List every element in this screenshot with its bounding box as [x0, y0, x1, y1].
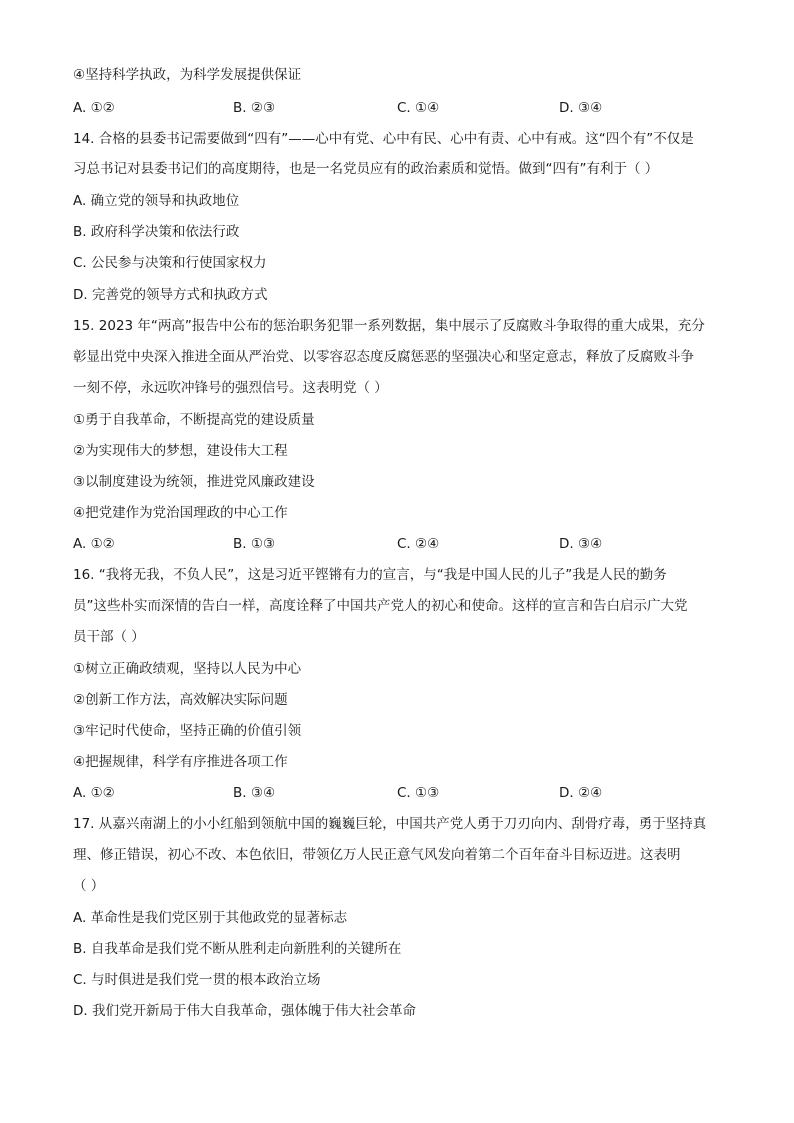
q16-stem-line-1: 16. “我将无我，不负人民”，这是习近平铿锵有力的宣言，与“我是中国人民的儿子”我是人民的勤务	[73, 567, 667, 583]
q15-option-d[interactable]: D. ③④	[559, 536, 603, 552]
q15-item-3: ③以制度建设为统领，推进党风廉政建设	[73, 474, 315, 490]
q17-stem-line-2: 理、修正错误，初心不改、本色依旧，带领亿万人民正意气风发向着第二个百年奋斗目标迈进。这表明	[73, 847, 681, 863]
q16-item-2: ②创新工作方法，高效解决实际问题	[73, 692, 288, 708]
q15-stem-line-1: 15. 2023 年“两高”报告中公布的惩治职务犯罪一系列数据，集中展示了反腐败斗争取得的重大成果，充分	[73, 318, 705, 334]
q15-item-1: ①勇于自我革命，不断提高党的建设质量	[73, 412, 315, 428]
q13-options	[73, 99, 733, 117]
q16-item-4: ④把握规律，科学有序推进各项工作	[73, 754, 288, 770]
q14-stem-line-1: 14. 合格的县委书记需要做到“四有”——心中有党、心中有民、心中有责、心中有戒。这“四个有”不仅是	[73, 131, 694, 147]
q16-item-3: ③牢记时代使命，坚持正确的价值引领	[73, 723, 302, 739]
q15-stem-line-3: 一刻不停，永远吹冲锋号的强烈信号。这表明党（ ）	[73, 380, 388, 396]
q16-stem-line-3: 员干部（ ）	[73, 629, 145, 645]
q16-options	[73, 784, 733, 802]
q13-item-4: ④坚持科学执政，为科学发展提供保证	[73, 67, 302, 83]
q17-stem-line-3: （ ）	[73, 878, 105, 894]
q17-option-b[interactable]: B. 自我革命是我们党不断从胜利走向新胜利的关键所在	[73, 941, 402, 957]
q13-option-c[interactable]: C. ①④	[397, 100, 440, 116]
q16-option-a[interactable]: A. ①②	[73, 785, 115, 801]
q16-option-c[interactable]: C. ①③	[397, 785, 440, 801]
q14-option-b[interactable]: B. 政府科学决策和依法行政	[73, 224, 240, 240]
q14-stem-line-2: 习总书记对县委书记们的高度期待，也是一名党员应有的政治素质和觉悟。做到“四有”有利于（ ）	[73, 161, 659, 177]
q17-option-d[interactable]: D. 我们党开新局于伟大自我革命，强体魄于伟大社会革命	[73, 1003, 416, 1019]
q15-option-a[interactable]: A. ①②	[73, 536, 115, 552]
q17-stem-line-1: 17. 从嘉兴南湖上的小小红船到领航中国的巍巍巨轮，中国共产党人勇于刀刃向内、刮骨疗毒，勇于坚持真	[73, 816, 707, 832]
q15-item-2: ②为实现伟大的梦想，建设伟大工程	[73, 443, 288, 459]
q15-stem-line-2: 彰显出党中央深入推进全面从严治党、以零容忍态度反腐惩恶的坚强决心和坚定意志，释放了反腐败斗争	[73, 349, 694, 365]
q16-option-b[interactable]: B. ③④	[233, 785, 276, 801]
q15-option-b[interactable]: B. ①③	[233, 536, 276, 552]
q16-item-1: ①树立正确政绩观，坚持以人民为中心	[73, 661, 302, 677]
q15-item-4: ④把党建作为党治国理政的中心工作	[73, 505, 288, 521]
q15-options	[73, 535, 733, 553]
q14-option-a[interactable]: A. 确立党的领导和执政地位	[73, 193, 240, 209]
q17-option-a[interactable]: A. 革命性是我们党区别于其他政党的显著标志	[73, 910, 348, 926]
q15-option-c[interactable]: C. ②④	[397, 536, 440, 552]
q13-option-b[interactable]: B. ②③	[233, 100, 276, 116]
q16-stem-line-2: 员”这些朴实而深情的告白一样，高度诠释了中国共产党人的初心和使命。这样的宣言和告白启示广大党	[73, 598, 688, 614]
q14-option-d[interactable]: D. 完善党的领导方式和执政方式	[73, 287, 268, 303]
q13-option-a[interactable]: A. ①②	[73, 100, 115, 116]
q17-option-c[interactable]: C. 与时俱进是我们党一贯的根本政治立场	[73, 972, 321, 988]
q14-option-c[interactable]: C. 公民参与决策和行使国家权力	[73, 255, 267, 271]
q13-option-d[interactable]: D. ③④	[559, 100, 603, 116]
q16-option-d[interactable]: D. ②④	[559, 785, 603, 801]
